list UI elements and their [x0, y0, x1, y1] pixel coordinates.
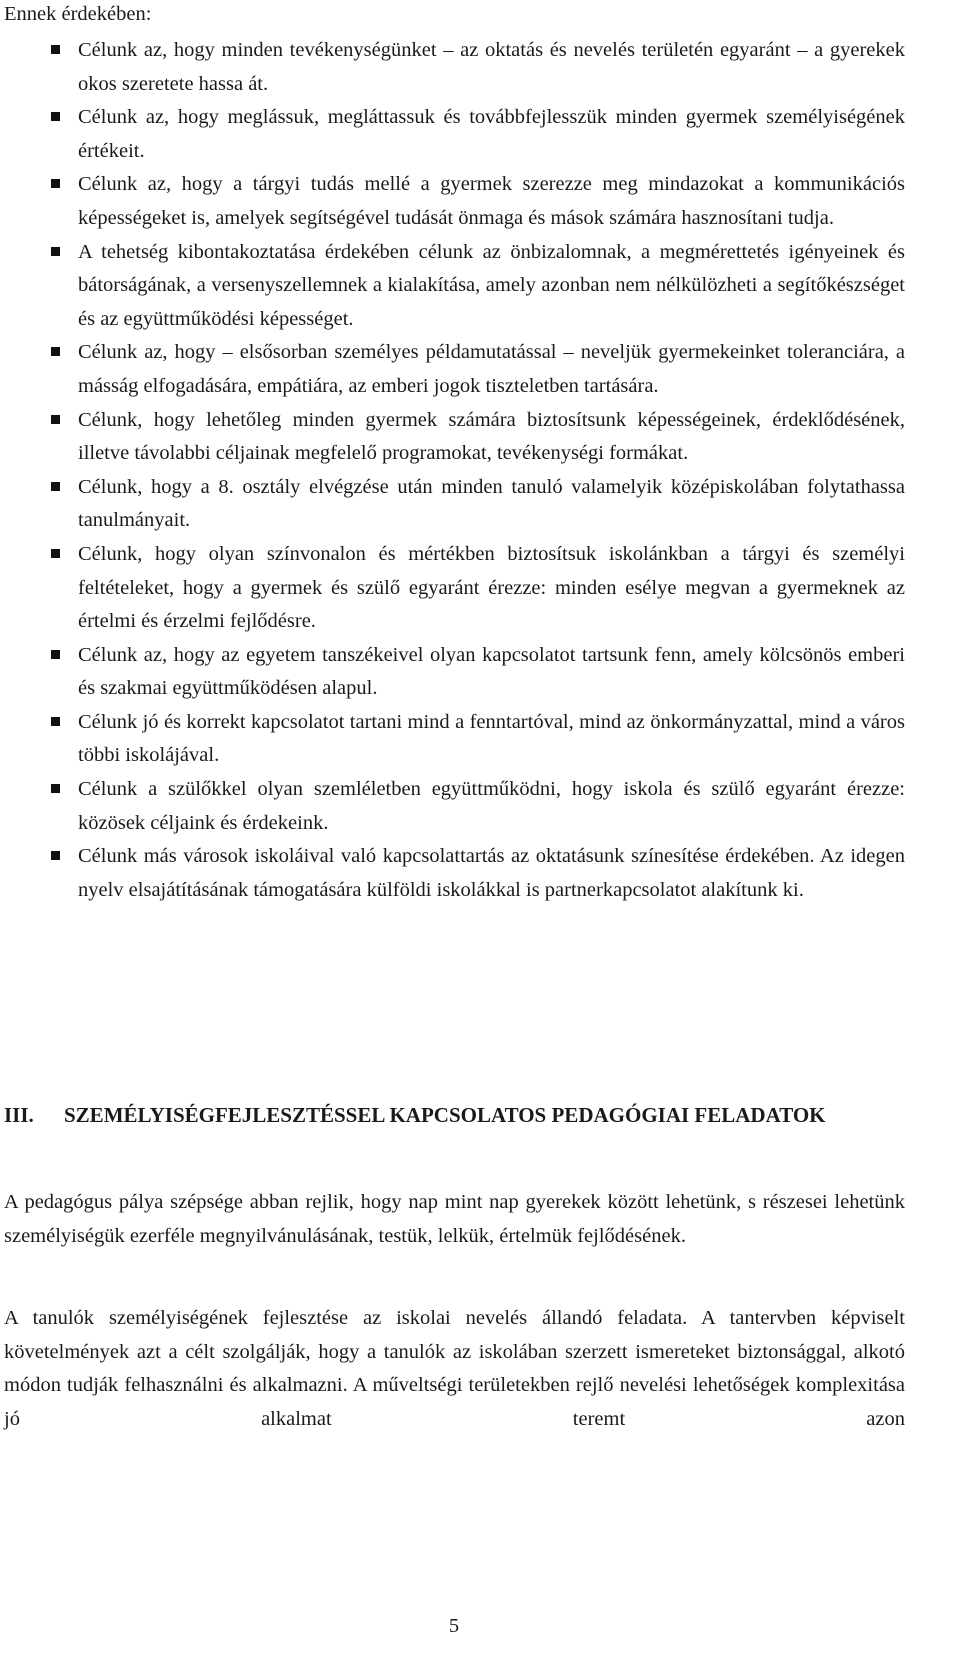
body-paragraph: A tanulók személyiségének fejlesztése az iskolai nevelés állandó feladata. A tantervben képviselt követelmények azt a célt szolgálják, hogy a tanulók az iskolában szerzett ismereteket biztonsággal, alkotó módon tudják felhasználni és alkalmazni. A műveltségi területekben rejlő nevelési lehetőségek komplexitása jó alkalmat teremt azon [4, 1307, 905, 1430]
list-item [0, 34, 905, 101]
square-bullet-icon [51, 717, 60, 726]
list-item-text: Célunk az, hogy a tárgyi tudás mellé a gyermek szerezze meg mindazokat a kommunikációs képességeket is, amelyek segítségével tudását önmaga és mások számára hasznosítani tudja. [78, 173, 905, 229]
square-bullet-icon [51, 482, 60, 491]
list-item-text: Célunk az, hogy meglássuk, megláttassuk és továbbfejlesszük minden gyermek személyiségének értékeit. [78, 106, 905, 162]
list-item-text: Célunk, hogy olyan színvonalon és mértékben biztosítsuk iskolánkban a tárgyi és személyi feltételeket, hogy a gyermek és szülő egyaránt érezze: minden esélye megvan a gyermeknek az értelmi és érzelmi fejlődésre. [78, 542, 905, 633]
list-item-text: Célunk a szülőkkel olyan szemléletben együttműködni, hogy iskola és szülő egyaránt érezze: közösek céljaink és érdekeink. [78, 778, 905, 834]
list-item-text: Célunk az, hogy az egyetem tanszékeivel olyan kapcsolatot tartsunk fenn, amely kölcsönös emberi és szakmai együttműködésen alapul. [78, 643, 905, 700]
section-number: III. [4, 1103, 34, 1127]
page-number: 5 [448, 1615, 460, 1637]
square-bullet-icon [51, 851, 60, 860]
list-item-text: A tehetség kibontakoztatása érdekében célunk az önbizalomnak, a megmérettetés igényeinek és bátorságának, a versenyszellemnek a kialakítása, amely azonban nem nélkülözheti a segítőkészséget és az együttműködési képességet. [78, 240, 905, 330]
square-bullet-icon [51, 650, 60, 659]
list-item [0, 404, 905, 471]
list-item-text: Célunk az, hogy – elsősorban személyes példamutatással – neveljük gyermekeinket toleranciára, a másság elfogadására, empátiára, az emberi jogok tiszteletben tartására. [78, 341, 905, 397]
square-bullet-icon [51, 112, 60, 121]
section-heading [4, 1099, 904, 1132]
list-item [0, 840, 905, 907]
section-title: SZEMÉLYISÉGFEJLESZTÉSSEL KAPCSOLATOS PEDAGÓGIAI FELADATOK [64, 1103, 826, 1127]
body-paragraph: A pedagógus pálya szépsége abban rejlik, hogy nap mint nap gyerekek között lehetünk, s részesei lehetünk személyiségük ezerféle megnyilvánulásának, testük, lelkük, értelmük fejlődésének. [4, 1191, 905, 1247]
list-item [0, 538, 905, 639]
list-item [0, 168, 905, 235]
square-bullet-icon [51, 784, 60, 793]
list-item [0, 639, 905, 706]
list-item [0, 101, 905, 168]
square-bullet-icon [51, 549, 60, 558]
square-bullet-icon [51, 179, 60, 188]
square-bullet-icon [51, 415, 60, 424]
intro-line: Ennek érdekében: [4, 3, 152, 25]
list-item-text: Célunk, hogy a 8. osztály elvégzése után minden tanuló valamelyik középiskolában folytathassa tanulmányait. [78, 475, 905, 532]
list-item [0, 706, 905, 773]
square-bullet-icon [51, 347, 60, 356]
square-bullet-icon [51, 45, 60, 54]
square-bullet-icon [51, 247, 60, 256]
list-item [0, 773, 905, 840]
list-item [0, 336, 905, 403]
list-item [0, 471, 905, 538]
list-item-text: Célunk más városok iskoláival való kapcsolattartás az oktatásunk színesítése érdekében. Az idegen nyelv elsajátításának támogatására külföldi iskolákkal is partnerkapcsolatot alakítunk ki. [78, 845, 905, 901]
list-item-text: Célunk az, hogy minden tevékenységünket – az oktatás és nevelés területén egyaránt – a gyerekek okos szeretete hassa át. [78, 39, 905, 95]
list-item-text: Célunk jó és korrekt kapcsolatot tartani mind a fenntartóval, mind az önkormányzattal, mind a város többi iskolájával. [78, 710, 905, 767]
list-item-text: Célunk, hogy lehetőleg minden gyermek számára biztosítsunk képességeinek, érdeklődésének, illetve távolabbi céljainak megfelelő programokat, tevékenységi formákat. [78, 408, 905, 465]
list-item [0, 236, 905, 337]
goals-list [0, 34, 905, 907]
